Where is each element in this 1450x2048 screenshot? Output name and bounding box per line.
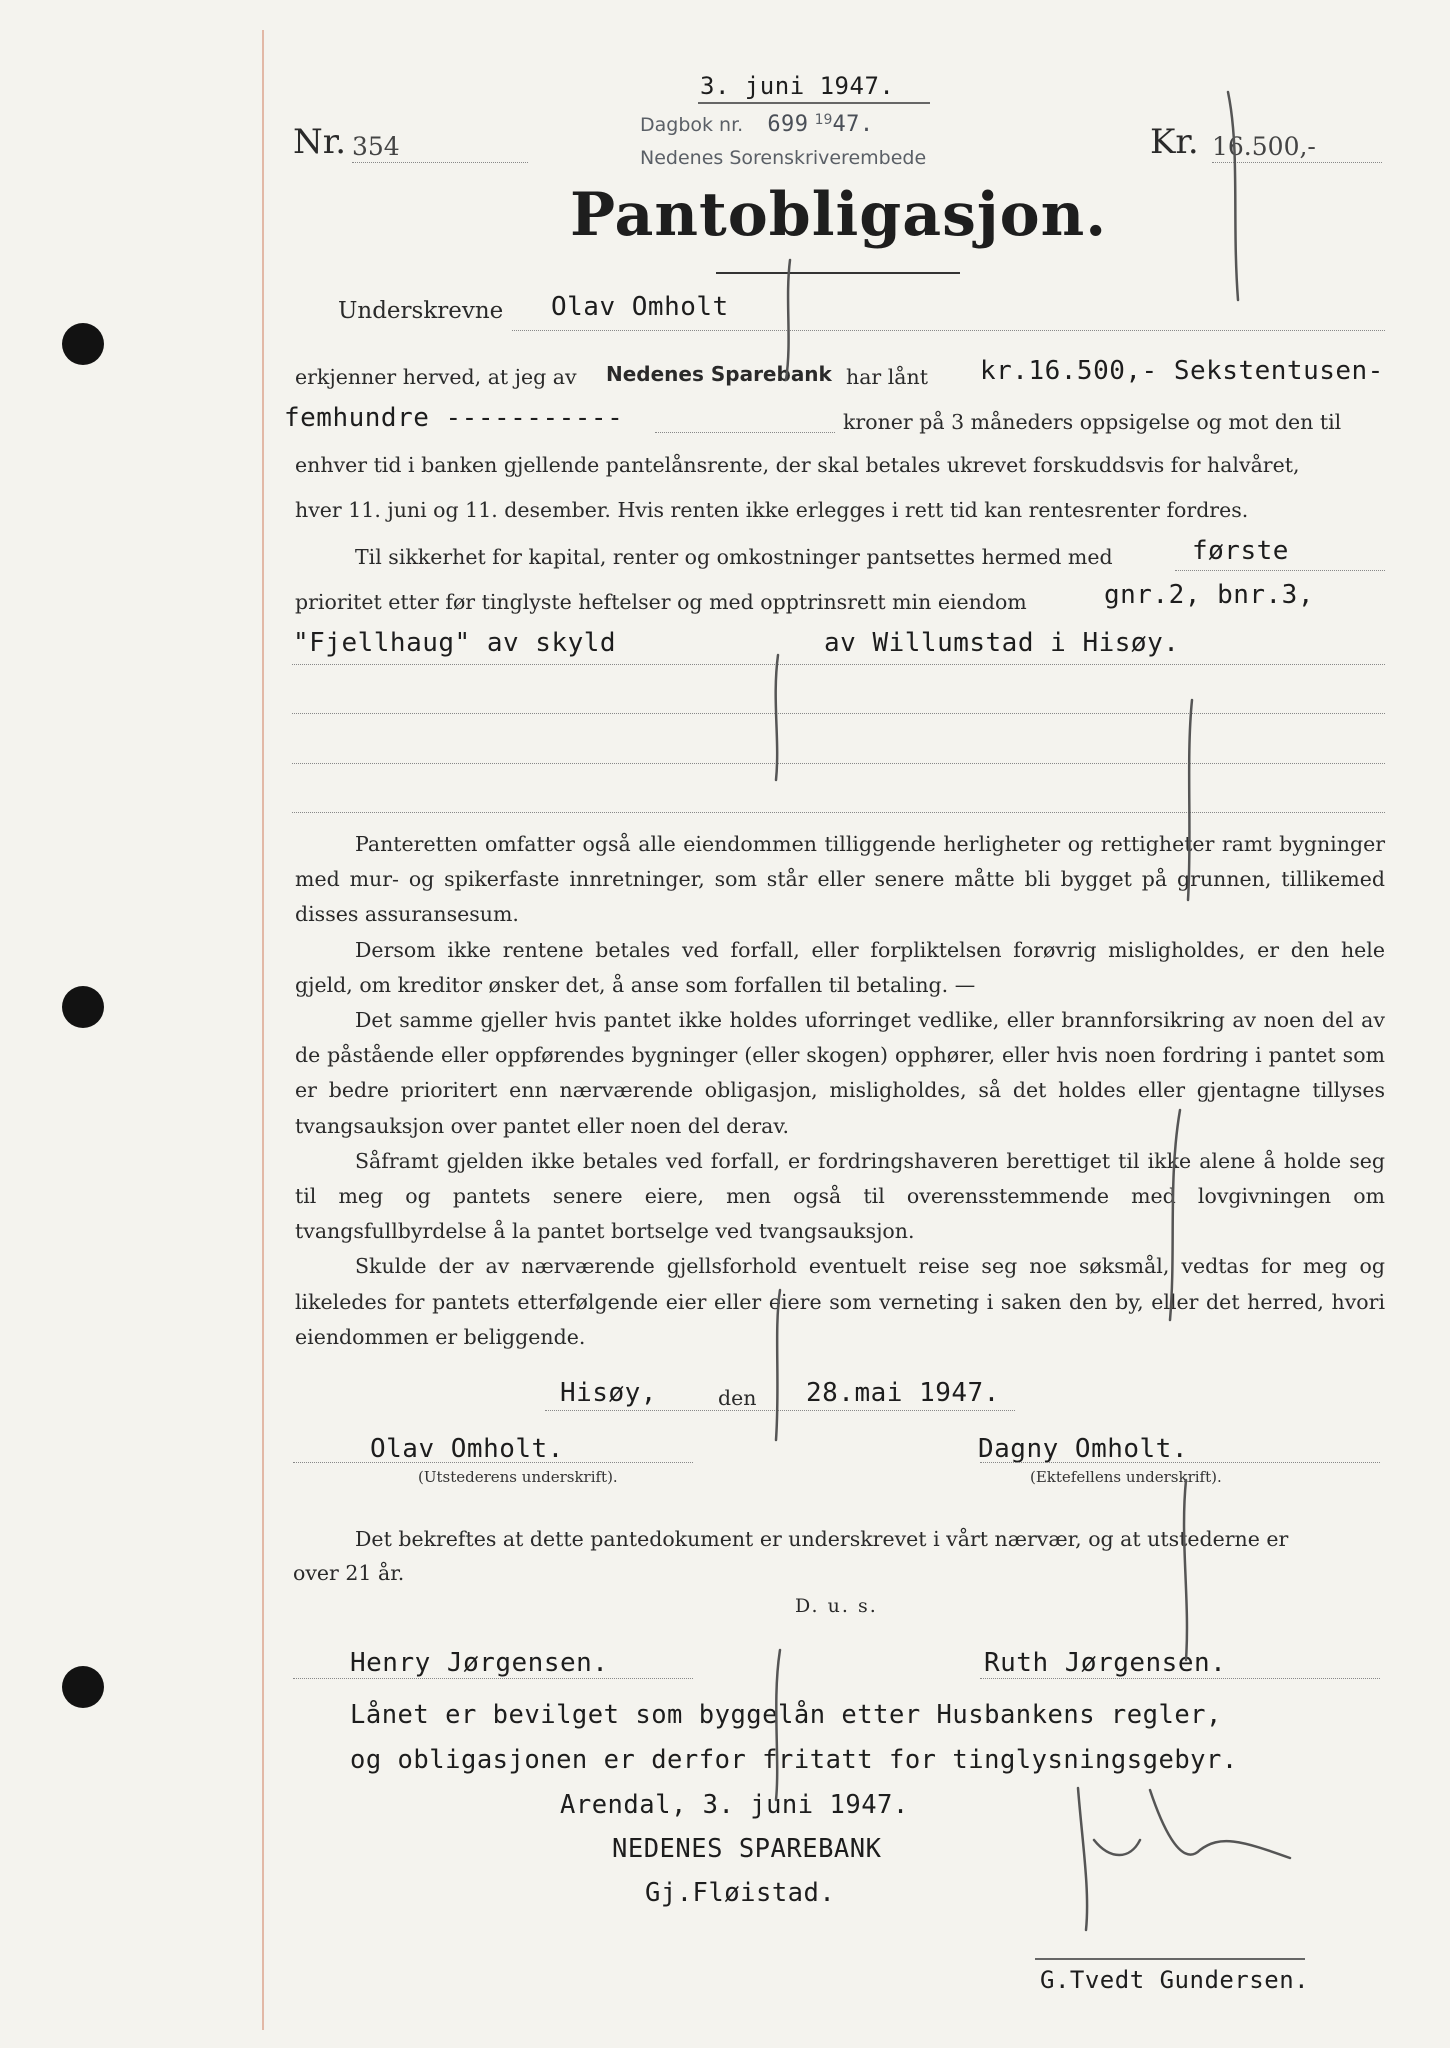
nr-value: 354 [352, 132, 400, 161]
security-line-2: prioritet etter før tinglyste heftelser og med opptrinsrett min eiendom [295, 590, 1027, 614]
loan-text-suffix: kroner på 3 måneders oppsigelse og mot den til [843, 410, 1342, 434]
property-location: av Willumstad i Hisøy. [824, 628, 1180, 658]
paragraph-enforcement: Såframt gjelden ikke betales ved forfall, er fordringshaveren berettiget til ikke alene å holde seg til meg og pantets senere eiere, men også til overensstemmende med lovgivningen om tvangsfullbyrdelse å la pantet bortselge ved tvangsauksjon. [295, 1148, 1385, 1244]
dagbok-year-suffix: 47. [832, 112, 874, 137]
loan-text-prefix: erkjenner herved, at jeg av [295, 365, 577, 389]
stroke-lower [776, 1290, 780, 1440]
initials-scribble [1078, 1788, 1290, 1930]
sign-den: den [718, 1386, 757, 1410]
property-name: "Fjellhaug" av skyld [293, 628, 617, 658]
kr-label: Kr. [1150, 122, 1199, 162]
loan-amount: kr.16.500,- Sekstentusen- [980, 356, 1384, 386]
loan-amount-continuation: femhundre ----------- [284, 403, 624, 433]
witness-1-signature: Henry Jørgensen. [350, 1648, 609, 1678]
dus-mark: D. u. s. [795, 1595, 878, 1617]
bank-note-line-2: og obligasjonen er derfor fritatt for tinglysningsgebyr. [350, 1745, 1238, 1775]
paragraph-venue: Skulde der av nærværende gjellsforhold eventuelt reise seg noe søksmål, vedtas for meg og likeledes for pantets etterfølgende eier eller eiere som verneting i saken den by, eller det herred, hvori eiendommen er beliggende. [295, 1254, 1385, 1349]
issuer-signature: Olav Omholt. [370, 1434, 564, 1464]
dagbok-label: Dagbok nr. [640, 114, 744, 136]
property-id: gnr.2, bnr.3, [1104, 580, 1314, 610]
security-priority: første [1192, 536, 1289, 566]
kr-value: 16.500,- [1212, 132, 1316, 161]
bank-note-signer: Gj.Fløistad. [645, 1878, 836, 1908]
office-stamp: Nedenes Sorenskriverembede [640, 147, 927, 169]
loan-text-mid: har lånt [846, 365, 928, 389]
bank-note-place-date: Arendal, 3. juni 1947. [560, 1790, 909, 1820]
witness-text-line-2: over 21 år. [293, 1561, 405, 1585]
debtor-name: Olav Omholt [551, 292, 729, 322]
paragraph-default: Dersom ikke rentene betales ved forfall, eller forpliktelsen forøvrig misligholdes, er den hele gjeld, om kreditor ønsker det, å anse som forfallen til betaling. — [295, 937, 1385, 997]
stroke-top-right [1228, 92, 1238, 300]
debtor-label: Underskrevne [338, 298, 504, 324]
witness-text-line-1: Det bekreftes at dette pantedokument er underskrevet i vårt nærvær, og at utstederne er [355, 1527, 1289, 1551]
spouse-caption: (Ektefellens underskrift). [1030, 1468, 1222, 1486]
witness-2-signature: Ruth Jørgensen. [984, 1648, 1227, 1678]
date-stamp: 3. juni 1947. [700, 72, 895, 100]
stroke-mid-right [1188, 700, 1192, 900]
nr-label: Nr. [293, 122, 347, 162]
dagbok-year-prefix: 19 [814, 112, 833, 128]
sign-place: Hisøy, [560, 1378, 657, 1408]
stroke-mid [776, 655, 778, 780]
interest-line-1: enhver tid i banken gjellende pantelånsrente, der skal betales ukrevet forskuddsvis for halvåret, [295, 453, 1300, 477]
issuer-caption: (Utstederens underskrift). [418, 1468, 618, 1486]
paragraph-pledge-scope: Panteretten omfatter også alle eiendommen tilliggende herligheter og rettigheter ramt bygninger med mur- og spikerfaste innretninger, som står eller senere måtte bli bygget på grunnen, tillikemed disses assuransesum. [295, 832, 1385, 927]
loan-bank-name: Nedenes Sparebank [606, 362, 832, 386]
spouse-signature: Dagny Omholt. [978, 1434, 1188, 1464]
stroke-title [786, 260, 790, 380]
stroke-bank [776, 1650, 780, 1800]
paragraph-maintenance: Det samme gjeller hvis pantet ikke holdes uforringet vedlike, eller brannforsikring av noen del av de påstående eller oppførendes bygninger (eller skogen) opphører, eller hvis noen fordring i pantet som er bedre prioritert enn nærværende obligasjon, misligholdes, så det holdes eller gjentagne tillyses tvangsauksjon over pantet eller noen del derav. [295, 1008, 1385, 1138]
bank-note-bank: NEDENES SPAREBANK [612, 1834, 882, 1864]
bank-note-line-1: Lånet er bevilget som byggelån etter Husbankens regler, [350, 1700, 1222, 1730]
final-signer: G.Tvedt Gundersen. [1040, 1966, 1310, 1994]
interest-line-2: hver 11. juni og 11. desember. Hvis renten ikke erlegges i rett tid kan rentesrenter fordres. [295, 498, 1249, 522]
security-line-1: Til sikkerhet for kapital, renter og omkostninger pantsettes hermed med [355, 545, 1113, 569]
stroke-lower-right [1170, 1110, 1180, 1320]
sign-date: 28.mai 1947. [806, 1378, 1000, 1408]
document-title: Pantobligasjon. [570, 180, 1108, 250]
stroke-witness [1184, 1480, 1187, 1660]
dagbok-number: 699 [767, 112, 809, 137]
